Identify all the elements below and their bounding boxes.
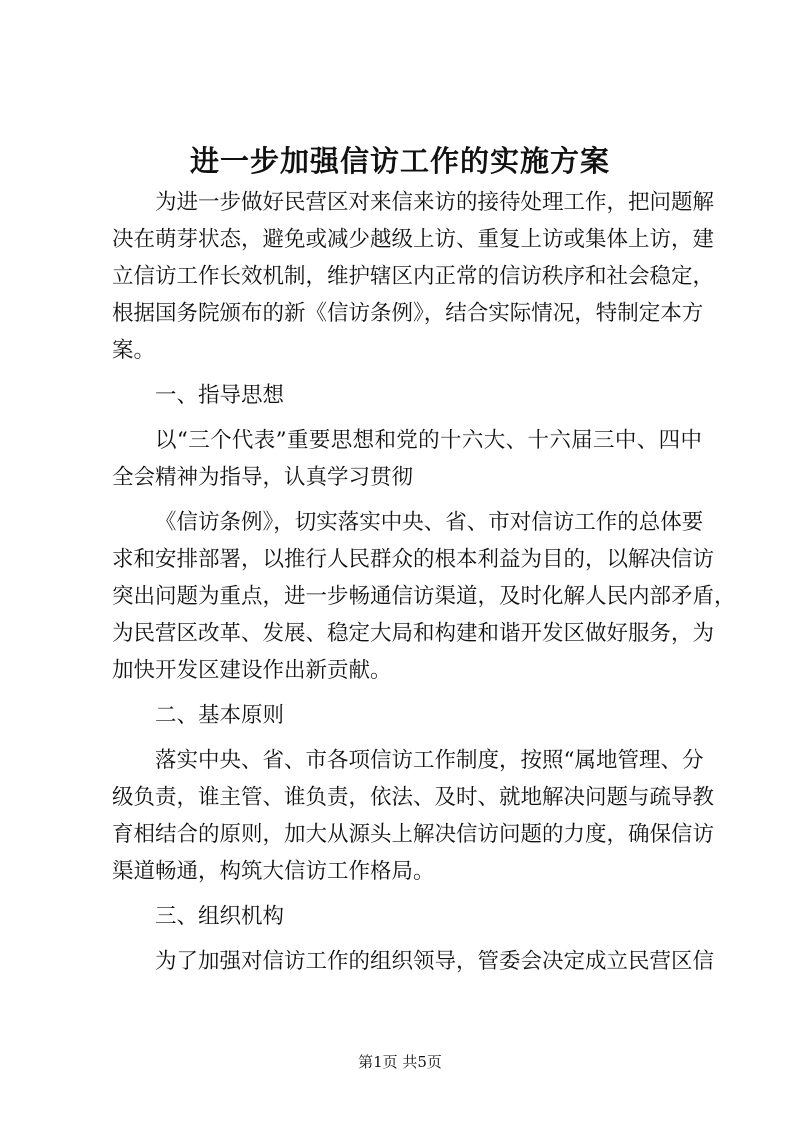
paragraph-line: 全会精神为指导，认真学习贯彻 — [112, 465, 414, 490]
document-body — [112, 184, 736, 980]
document-title: 进一步加强信访工作的实施方案 — [189, 144, 610, 178]
paragraph-line: 求和安排部署，以推行人民群众的根本利益为目的，以解决信访 — [112, 547, 715, 572]
paragraph-line: 为进一步做好民营区对来信来访的接待处理工作，把问题解 — [155, 190, 715, 215]
paragraph-line: 级负责，谁主管、谁负责，依法、及时、就地解决问题与疏导教 — [112, 785, 715, 810]
paragraph-line: 渠道畅通，构筑大信访工作格局。 — [112, 859, 435, 884]
section-heading: 三、组织机构 — [155, 904, 285, 929]
paragraph-line: 《信访条例》，切实落实中央、省、市对信访工作的总体要 — [155, 510, 704, 535]
section-heading: 二、基本原则 — [155, 703, 285, 728]
section-heading: 一、指导思想 — [155, 383, 285, 408]
paragraph-line: 决在萌芽状态，避免或减少越级上访、重复上访或集体上访，建 — [112, 227, 715, 252]
page-footer: 第1页 共5页 — [358, 1053, 442, 1071]
paragraph-line: 为民营区改革、发展、稳定大局和构建和谐开发区做好服务，为 — [112, 621, 715, 646]
paragraph-line: 突出问题为重点，进一步畅通信访渠道，及时化解人民内部矛盾， — [112, 584, 736, 609]
paragraph-line: 立信访工作长效机制，维护辖区内正常的信访秩序和社会稳定， — [112, 264, 715, 289]
paragraph-line: 以“三个代表”重要思想和党的十六大、十六届三中、四中 — [155, 428, 702, 453]
paragraph-line: 育相结合的原则，加大从源头上解决信访问题的力度，确保信访 — [112, 822, 715, 847]
paragraph-line: 落实中央、省、市各项信访工作制度，按照“属地管理、分 — [155, 748, 704, 773]
paragraph-line: 为了加强对信访工作的组织领导，管委会决定成立民营区信 — [155, 949, 715, 974]
paragraph-line: 加快开发区建设作出新贡献。 — [112, 658, 392, 683]
paragraph-line: 案。 — [112, 338, 156, 363]
paragraph-line: 根据国务院颁布的新《信访条例》，结合实际情况，特制定本方 — [112, 301, 704, 326]
